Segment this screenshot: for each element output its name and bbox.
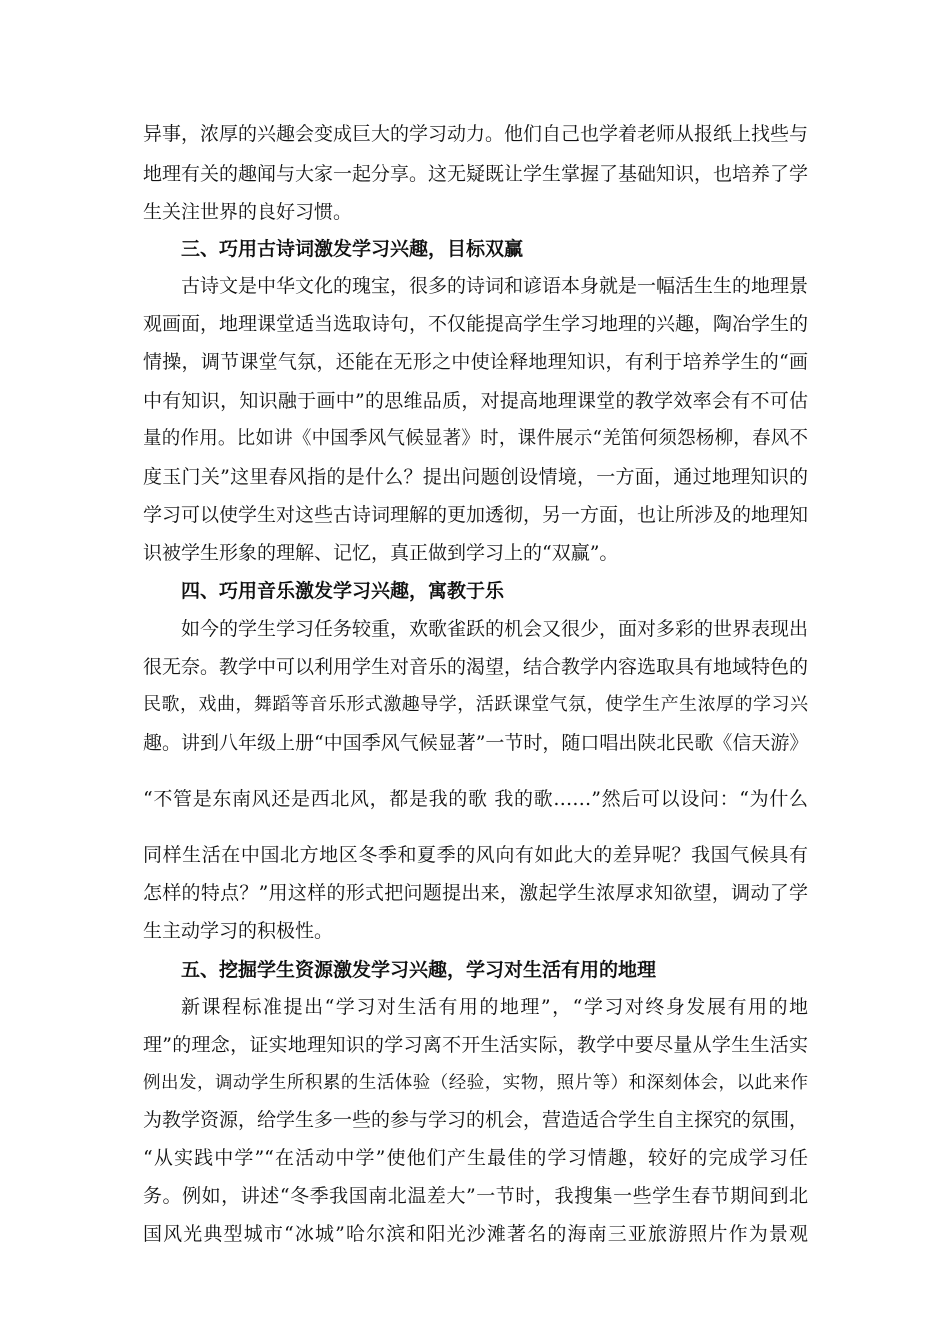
- paragraph-line: 古诗文是中华文化的瑰宝，很多的诗词和谚语本身就是一幅活生生的地理景: [181, 275, 808, 297]
- section-heading: 五、挖掘学生资源激发学习兴趣，学习对生活有用的地理: [181, 959, 657, 981]
- paragraph-line: 新课程标准提出“学习对生活有用的地理”，“学习对终身发展有用的地: [181, 996, 808, 1018]
- paragraph-line: 生主动学习的积极性。: [143, 920, 334, 942]
- paragraph-line: 很无奈。教学中可以利用学生对音乐的渴望，结合教学内容选取具有地域特色的: [143, 656, 808, 678]
- paragraph-line: 趣。讲到八年级上册“中国季风气候显著”一节时，随口唱出陕北民歌《信天游》: [143, 732, 808, 754]
- paragraph-line: 国风光典型城市“冰城”哈尔滨和阳光沙滩著名的海南三亚旅游照片作为景观: [143, 1223, 808, 1245]
- paragraph-line: 为教学资源，给学生多一些的参与学习的机会，营造适合学生自主探究的氛围，: [143, 1109, 808, 1131]
- paragraph-line: “不管是东南风还是西北风，都是我的歌 我的歌……”然后可以设问：“为什么: [143, 788, 808, 810]
- paragraph-line: 同样生活在中国北方地区冬季和夏季的风向有如此大的差异呢？我国气候具有: [143, 844, 808, 866]
- paragraph-line: 异事，浓厚的兴趣会变成巨大的学习动力。他们自己也学着老师从报纸上找些与: [143, 123, 808, 145]
- paragraph-line: 理”的理念，证实地理知识的学习离不开生活实际，教学中要尽量从学生生活实: [143, 1034, 808, 1056]
- section-heading: 三、巧用古诗词激发学习兴趣，目标双赢: [181, 238, 524, 260]
- paragraph-line: 民歌，戏曲，舞蹈等音乐形式激趣导学，活跃课堂气氛，使学生产生浓厚的学习兴: [143, 694, 808, 715]
- paragraph-line: 情操，调节课堂气氛，还能在无形之中使诠释地理知识，有利于培养学生的“画: [143, 351, 808, 373]
- paragraph-line: 量的作用。比如讲《中国季风气候显著》时，课件展示“羌笛何须怨杨柳，春风不: [143, 428, 808, 449]
- paragraph-line: 识被学生形象的理解、记忆，真正做到学习上的“双赢”。: [143, 542, 619, 564]
- paragraph-line: 中有知识，知识融于画中”的思维品质，对提高地理课堂的教学效率会有不可估: [143, 390, 808, 412]
- paragraph-line: 度玉门关”这里春风指的是什么？提出问题创设情境，一方面，通过地理知识的: [143, 466, 808, 488]
- paragraph-line: 怎样的特点？”用这样的形式把问题提出来，激起学生浓厚求知欲望，调动了学: [143, 882, 808, 904]
- paragraph-line: 如今的学生学习任务较重，欢歌雀跃的机会又很少，面对多彩的世界表现出: [181, 618, 808, 640]
- paragraph-line: 务。例如，讲述“冬季我国南北温差大”一节时，我搜集一些学生春节期间到北: [143, 1185, 808, 1207]
- paragraph-line: “从实践中学”“在活动中学”使他们产生最佳的学习情趣，较好的完成学习任: [143, 1147, 808, 1169]
- paragraph-line: 观画面，地理课堂适当选取诗句，不仅能提高学生学习地理的兴趣，陶冶学生的: [143, 313, 808, 335]
- paragraph-line: 例出发，调动学生所积累的生活体验（经验，实物，照片等）和深刻体会，以此来作: [143, 1073, 808, 1093]
- paragraph-line: 地理有关的趣闻与大家一起分享。这无疑既让学生掌握了基础知识，也培养了学: [143, 163, 808, 185]
- paragraph-line: 生关注世界的良好习惯。: [143, 201, 353, 223]
- section-heading: 四、巧用音乐激发学习兴趣，寓教于乐: [181, 580, 505, 602]
- paragraph-line: 学习可以使学生对这些古诗词理解的更加透彻，另一方面，也让所涉及的地理知: [143, 504, 808, 526]
